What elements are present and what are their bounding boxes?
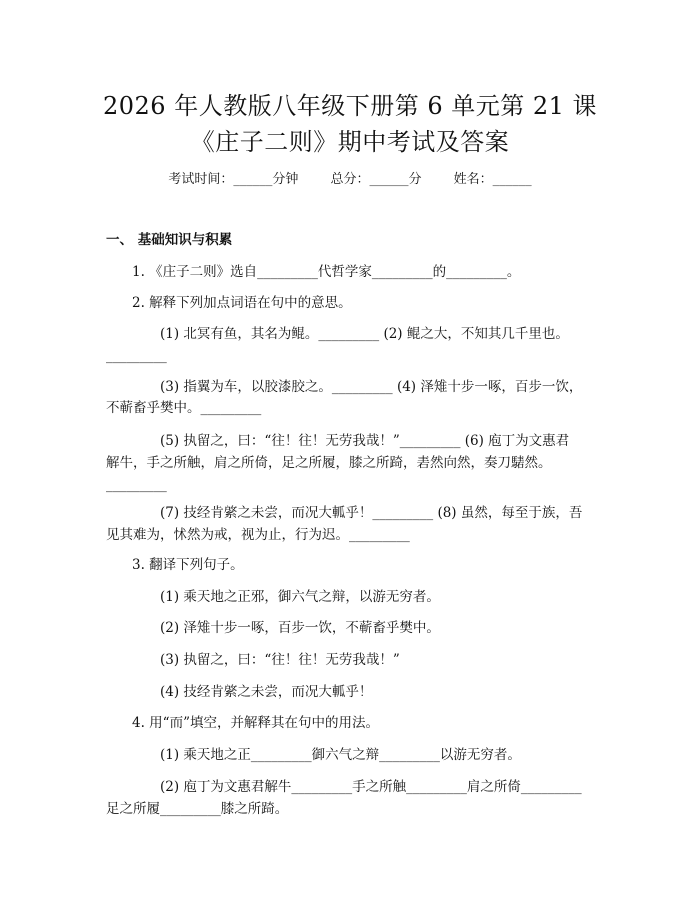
q2-item-1: (1) 北冥有鱼，其名为鲲。_________ (2) 鲲之大，不知其几千里也。 (160, 326, 569, 342)
exam-name: 姓名：______ (453, 172, 532, 187)
q2-item-3-cont: 解牛，手之所触，肩之所倚，足之所履，膝之所踦，砉然向然，奏刀騞然。 (106, 455, 552, 471)
question-3: 3. 翻译下列句子。 (132, 557, 244, 573)
page-title: 2026 年人教版八年级下册第 6 单元第 21 课 (102, 92, 598, 120)
q2-item-3: (5) 执留之，曰：“往！往！无劳我哉！”_________ (6) 庖丁为文惠君 (160, 433, 570, 449)
q2-item-2-cont: 不蕲畜乎樊中。_________ (106, 400, 262, 416)
q4-item-2-cont: 足之所履_________膝之所踦。 (106, 801, 289, 817)
q2-item-3-blank: _________ (106, 477, 167, 493)
q2-item-2: (3) 指翼为车，以胶漆胶之。_________ (4) 泽雉十步一啄，百步一饮， (160, 379, 583, 395)
question-4: 4. 用“而”填空，并解释其在句中的用法。 (132, 715, 379, 731)
exam-time: 考试时间：______分钟 (168, 172, 299, 187)
q3-item-2: (2) 泽雉十步一啄，百步一饮，不蕲畜乎樊中。 (160, 620, 440, 636)
q2-item-4-cont: 见其难为，怵然为戒，视为止，行为迟。_________ (106, 527, 410, 543)
q3-item-4: (4) 技经肯綮之未尝，而况大軱乎！ (160, 684, 373, 700)
q2-item-1-cont: _________ (106, 348, 167, 364)
q3-item-3: (3) 执留之，曰：“往！往！无劳我哉！” (160, 652, 400, 668)
question-1: 1. 《庄子二则》选自_________代哲学家_________的_________。 (132, 264, 521, 280)
page-subtitle: 《庄子二则》期中考试及答案 (190, 128, 510, 156)
question-2: 2. 解释下列加点词语在句中的意思。 (132, 295, 352, 311)
q4-item-2: (2) 庖丁为文惠君解牛_________手之所触_________肩之所倚_________ (160, 779, 582, 795)
q4-item-1: (1) 乘天地之正_________御六气之辩_________以游无穷者。 (160, 747, 521, 763)
section-heading: 一、 基础知识与积累 (106, 232, 233, 248)
q3-item-1: (1) 乘天地之正邪，御六气之辩，以游无穷者。 (160, 589, 440, 605)
q2-item-4: (7) 技经肯綮之未尝，而况大軱乎！_________ (8) 虽然，每至于族，吾 (160, 505, 583, 521)
exam-meta (0, 168, 700, 187)
exam-score: 总分：______分 (330, 172, 422, 187)
